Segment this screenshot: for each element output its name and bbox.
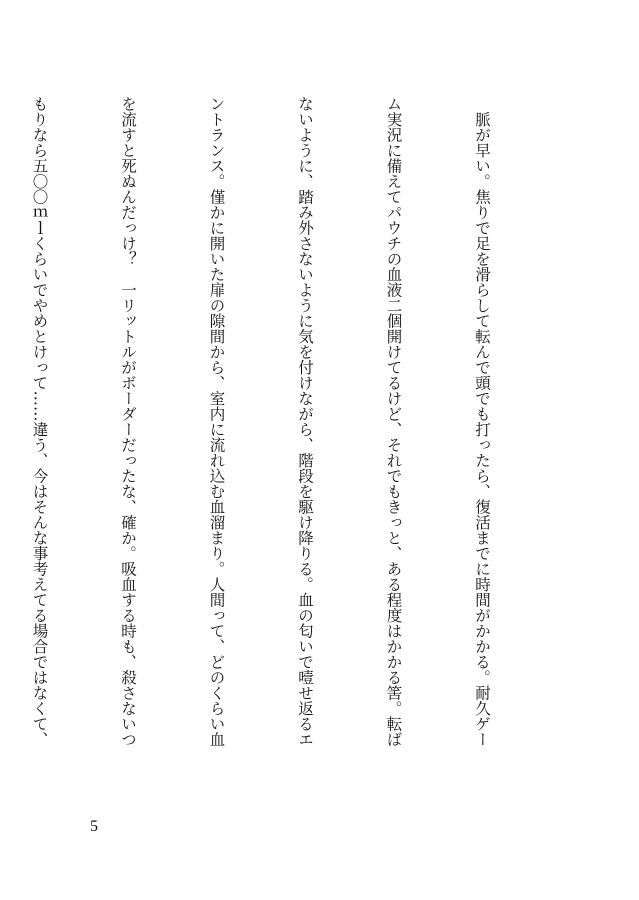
body-text — [0, 96, 555, 856]
text-line: もりなら五〇〇ｍｌくらいでやめとけって……違う、今はそんな事考えてる場合ではなくて、 — [30, 96, 49, 747]
page-number: 5 — [90, 818, 98, 835]
text-line: ム実況に備えてパウチの血液二個開けてるけど、それでもきっと、ある程度はかかる筈。転ば — [384, 96, 403, 747]
text-line: ントランス。僅かに開いた扉の隙間から、室内に流れ込む血溜まり。人間って、どのくらい血 — [207, 96, 226, 747]
text-line: を流すと死ぬんだっけ？ 一リットルがボーダーだったな、確か。吸血する時も、殺さないつ — [119, 96, 137, 747]
text-line: ないように、踏み外さないように気を付けながら、階段を駆け降りる。血の匂いで噎せ返るエ — [296, 96, 314, 747]
text-line: 脈が早い。焦りで足を滑らして転んで頭でも打ったら、復活までに時間がかかる。耐久ゲー — [473, 96, 491, 747]
